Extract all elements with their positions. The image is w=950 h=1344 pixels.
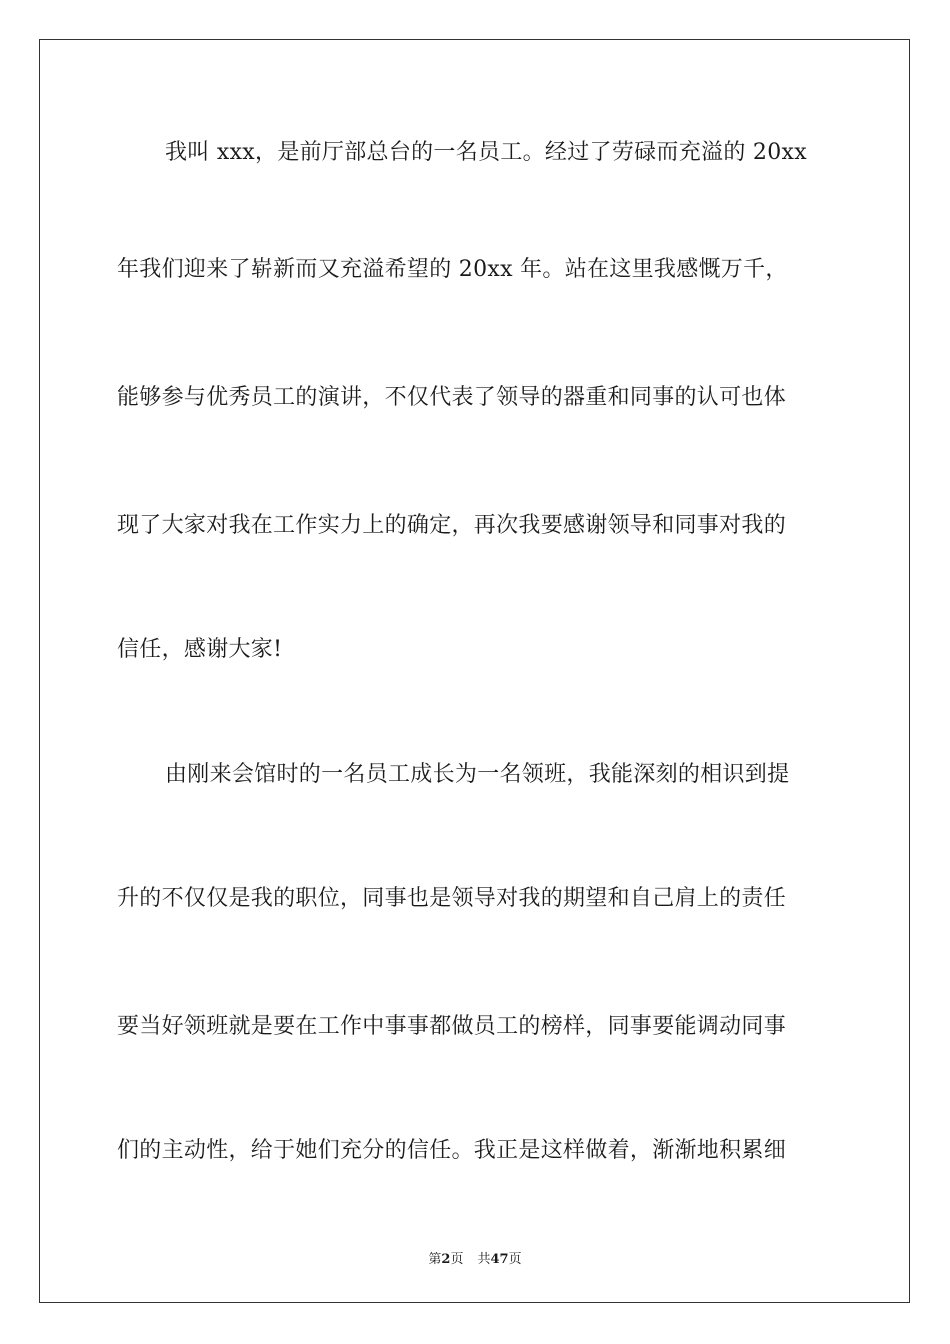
paragraph-1-line-3: 能够参与优秀员工的演讲，不仅代表了领导的器重和同事的认可也体 [117, 385, 787, 410]
page-number: 2 [441, 1252, 451, 1267]
total-prefix: 共 [477, 1252, 491, 1267]
paragraph-1-line-2: 年我们迎来了崭新而又充溢希望的 20xx 年。站在这里我感慨万千， [117, 257, 788, 282]
page-border [39, 39, 910, 1303]
paragraph-2-line-1: 由刚来会馆时的一名员工成长为一名领班，我能深刻的相识到提 [165, 762, 790, 787]
page-prefix: 第 [428, 1252, 442, 1267]
page-footer [0, 1248, 950, 1267]
paragraph-2-line-2: 升的不仅仅是我的职位，同事也是领导对我的期望和自己肩上的责任 [117, 886, 787, 911]
page-suffix: 页 [450, 1252, 464, 1267]
total-suffix: 页 [508, 1252, 522, 1267]
paragraph-2-line-4: 们的主动性，给于她们充分的信任。我正是这样做着，渐渐地积累细 [117, 1138, 787, 1163]
paragraph-1-line-5: 信任，感谢大家! [117, 637, 283, 662]
paragraph-1-line-1: 我叫 xxx，是前厅部总台的一名员工。经过了劳碌而充溢的 20xx [165, 140, 807, 165]
paragraph-2-line-3: 要当好领班就是要在工作中事事都做员工的榜样，同事要能调动同事 [117, 1014, 787, 1039]
total-pages: 47 [490, 1252, 509, 1267]
paragraph-1-line-4: 现了大家对我在工作实力上的确定，再次我要感谢领导和同事对我的 [117, 513, 787, 538]
